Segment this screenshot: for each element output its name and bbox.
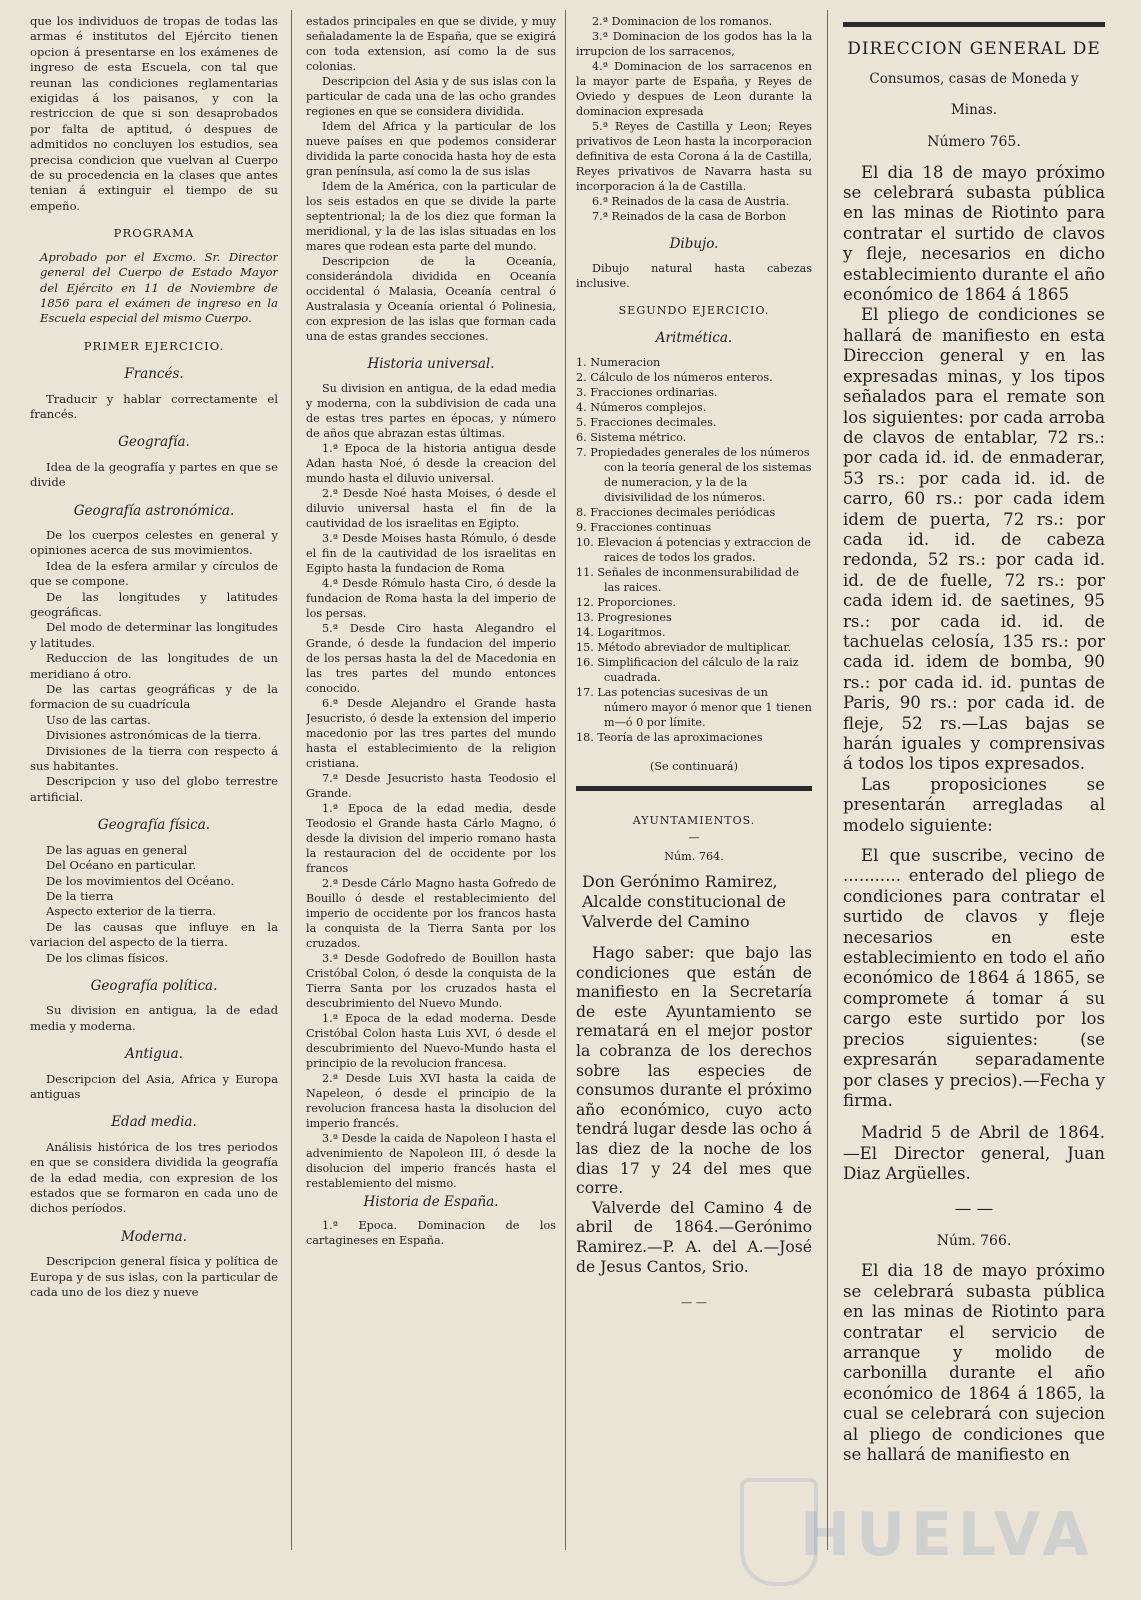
segundo-ejercicio-heading: SEGUNDO EJERCICIO. <box>618 304 770 317</box>
intro-paragraph: que los individuos de tropas de todas las armas é institutos del Ejército tienen opcion á presentarse en los exámenes de ingreso de esta Escuela, con tal que reunan las condiciones reglamentarias exigidas á los paisanos, y con la restriccion de que si son desaprobados por falta de aptitud, ó despues de admitidos no concluyen los estudios, sea precisa condicion que vuelvan al Cuerpo de su procedencia en la clases que antes tenian á extinguir el tiempo de su empeño. <box>30 14 278 213</box>
list-item: De los cuerpos celestes en general y opiniones acerca de sus movimientos. <box>30 527 278 558</box>
list-item: Descripcion y uso del globo terrestre artificial. <box>30 774 278 804</box>
num-765: Número 765. <box>927 134 1021 151</box>
paragraph: Las proposiciones se presentarán arregladas al modelo siguiente: <box>843 774 1105 835</box>
list-item: 2.ª Desde Luis XVI hasta la caida de Napeleon, ó desde el principio de la revolucion francesa hasta la disolucion del imperio francés. <box>306 1072 556 1130</box>
list-item: De las cartas geográficas y de la formacion de su cuadrícula <box>30 682 278 712</box>
list-item: 18. Teoría de las aproximaciones <box>576 731 763 744</box>
list-item: 8. Fracciones decimales periódicas <box>576 506 776 519</box>
list-item: 1.ª Epoca. Dominacion de los cartagineses en España. <box>306 1219 556 1247</box>
hago-saber-text: Hago saber: que bajo las condiciones que están de manifiesto en la Secretaría de este Ayuntamiento se rematará en el mejor postor la cobranza de los derechos sobre las especies de consumos durante el próximo año económico, cuyo acto tendrá lugar desde las ocho á las diez de la noche de los dias 17 y 24 del mes que corre. <box>576 944 812 1198</box>
list-item: De las aguas en general <box>46 842 188 857</box>
list-item: 5.ª Desde Ciro hasta Alegandro el Grande, ó desde la fundacion del imperio de los persas hasta la del de Macedonia en las tres partes del mundo entonces conocido. <box>306 622 556 695</box>
list-item: De la tierra <box>46 888 114 903</box>
politica-text: Su division en antigua, la de edad media y moderna. <box>30 1003 278 1033</box>
programa-intro: Aprobado por el Excmo. Sr. Director general del Cuerpo de Estado Mayor del Ejército en 11 de Noviembre de 1856 para el exámen de ingreso en la Escuela especial del mismo Cuerpo. <box>40 249 278 326</box>
column-rule <box>565 10 566 1550</box>
list-item: 1. Numeracion <box>576 356 661 369</box>
paragraph: Descripcion del Asia y de sus islas con la particular de cada una de las ocho grandes regiones en que se considera dividida. <box>306 75 556 118</box>
list-item: 7.ª Desde Jesucristo hasta Teodosio el Grande. <box>306 772 556 800</box>
list-item: 1.ª Epoca de la edad media, desde Teodosio el Grande hasta Cárlo Magno, ó desde la division del imperio romano hasta la restauracion del de occidente por los francos <box>306 802 556 875</box>
dibujo-heading: Dibujo. <box>669 236 719 252</box>
list-item: De los climas físicos. <box>46 950 169 965</box>
historia-universal-heading: Historia universal. <box>367 356 495 372</box>
list-item: Idea de la esfera armilar y círculos de que se compone. <box>30 558 278 589</box>
moderna-text: Descripcion general física y política de Europa y de sus islas, con la particular de cada uno de los diez y nueve <box>30 1254 278 1300</box>
historia-intro: Su division en antigua, de la edad media y moderna, con la subdivision de cada una de estas tres partes en épocas, y número de años que abrazan estas últimas. <box>306 382 556 440</box>
astro-list <box>30 528 278 805</box>
list-item: 1.ª Epoca de la historia antigua desde Adan hasta Noé, ó desde la creacion del mundo hasta el diluvio universal. <box>306 442 556 485</box>
frances-text: Traducir y hablar correctamente el francés. <box>30 391 278 421</box>
espana-list <box>576 14 812 224</box>
list-item: Divisiones de la tierra con respecto á sus habitantes. <box>30 743 278 774</box>
list-item: 2.ª Desde Cárlo Magno hasta Gofredo de Bouillo ó desde el restablecimiento del imperio de occidente por los francos hasta la conquista de la Tierra Santa por los cruzados. <box>306 877 556 950</box>
list-item: 15. Método abreviador de multiplicar. <box>576 641 792 654</box>
list-item: 4.ª Dominacion de los sarracenos en la mayor parte de España, y Reyes de Oviedo y despues de Leon durante la dominacion expresada <box>576 60 812 118</box>
end-dash: — — <box>681 1296 707 1310</box>
ayuntamientos-heading: AYUNTAMIENTOS. <box>632 814 756 827</box>
list-item: 9. Fracciones continuas <box>576 521 712 534</box>
num-764: Núm. 764. <box>664 850 724 863</box>
aritmetica-list <box>576 355 812 745</box>
paragraph: El que suscribe, vecino de ........... enterado del pliego de condiciones para contratar el surtido de clavos y fleje necesarios en este establecimiento en todo el año económico de 1864 á 1865, se compromete á tomar á su cargo este surtido por los precios siguientes: (se expresarán separadamente por clases y precios).—Fecha y firma. <box>843 846 1105 1110</box>
direccion-title: DIRECCION GENERAL DE <box>847 39 1101 59</box>
list-item: Reduccion de las longitudes de un meridiano á otro. <box>30 651 278 681</box>
astro-heading: Geografía astronómica. <box>73 502 235 519</box>
direccion-subtitle-2: Minas. <box>950 101 998 118</box>
column-4 <box>843 22 1105 1465</box>
list-item: 3.ª Desde Moises hasta Rómulo, ó desde el fin de la cautividad de los israelitas en Egipto hasta la fundacion de Roma <box>306 532 556 575</box>
list-item: 3.ª Dominacion de los godos has la la irrupcion de los sarracenos, <box>576 30 812 58</box>
fisica-list <box>30 843 278 966</box>
geografia-text: Idea de la geografía y partes en que se divide <box>30 459 278 490</box>
huelva-watermark: HUELVA <box>800 1500 1095 1570</box>
list-item: 3.ª Desde Godofredo de Bouillon hasta Cristóbal Colon, ó desde la conquista de la Tierra Santa por los cruzados hasta el descubrimiento del Nuevo Mundo. <box>306 952 556 1010</box>
paragraph: Idem de la América, con la particular de los seis estados en que se divide la parte septentrional; la de los diez que forman la meridional, y la de las islas situadas en los mares que rodean esta parte del mundo. <box>306 180 556 253</box>
primer-ejercicio-heading: PRIMER EJERCICIO. <box>83 338 225 353</box>
antigua-text: Descripcion del Asia, Africa y Europa antiguas <box>30 1071 278 1101</box>
fisica-heading: Geografía física. <box>97 817 211 834</box>
paragraph: El dia 18 de mayo próximo se celebrará subasta pública en las minas de Riotinto para contratar el servicio de arranque y molido de carbonilla durante el año económico de 1864 á 1865, la cual se celebrará con sujecion al pliego de condiciones que se hallará de manifiesto en <box>843 1261 1105 1464</box>
list-item: 11. Señales de inconmensurabilidad de las raices. <box>576 566 799 594</box>
list-item: 6.ª Desde Alejandro el Grande hasta Jesucristo, ó desde la extension del imperio macedonio por las tres partes del mundo hasta el establecimiento de la religion cristiana. <box>306 697 556 770</box>
paragraph: El dia 18 de mayo próximo se celebrará subasta pública en las minas de Riotinto para contratar el surtido de clavos y fleje, necesarios en dicho establecimiento durante el año económico de 1864 á 1865 <box>843 162 1105 305</box>
politica-heading: Geografía política. <box>90 977 218 994</box>
paragraph: Descripcion de la Oceanía, considerándola dividida en Oceanía occidental ó Malasia, Oceanía central ó Australasia y Oceanía oriental ó Polinesia, con expresion de las islas que forman cada una de estas grandes secciones. <box>306 255 556 343</box>
list-item: 6.ª Reinados de la casa de Austria. <box>592 195 790 208</box>
historia-espana-heading: Historia de España. <box>363 1194 499 1210</box>
notice-764 <box>576 872 812 1277</box>
epocas-list <box>306 441 556 1191</box>
edad-media-text: Análisis histórica de los tres periodos en que se considera dividida la geografía de la edad media, con expresion de los estados que se formaron en cada uno de dichos períodos. <box>30 1139 278 1216</box>
firma-text: Valverde del Camino 4 de abril de 1864.—Gerónimo Ramirez.—P. A. del A.—José de Jesus Cantos, Srio. <box>576 1198 812 1276</box>
dash: — <box>688 831 700 844</box>
paragraph: Madrid 5 de Abril de 1864. —El Director general, Juan Diaz Argüelles. <box>843 1123 1105 1184</box>
list-item: 5. Fracciones decimales. <box>576 416 717 429</box>
frances-heading: Francés. <box>124 366 184 383</box>
top-rule <box>843 22 1105 27</box>
list-item: 2. Cálculo de los números enteros. <box>576 371 773 384</box>
list-item: De las longitudes y latitudes geográficas. <box>30 589 278 619</box>
column-rule <box>291 10 292 1550</box>
antigua-heading: Antigua. <box>125 1046 183 1063</box>
list-item: 2.ª Desde Noé hasta Moises, ó desde el diluvio universal hasta el fin de la cautividad de los israelitas en Egipto. <box>306 487 556 530</box>
paragraph: El pliego de condiciones se hallará de manifiesto en esta Direccion general y en las expresadas minas, y los tipos señalados para el remate son los siguientes: por cada arroba de clavos de entablar, 72 rs.: por cada id. id. de enmaderar, 53 rs.: por cada id. id. de carro, 60 rs.: por cada idem idem de puerta, 72 rs.: por cada id. id. de cabeza redonda, 52 rs.: por cada id. id. de de fuelle, 72 rs.: por cada idem id. de saetines, 95 rs.: por cada id. id. de tachuelas celosía, 135 rs.: por cada id. idem de bomba, 90 rs.: por cada id. id. puntas de Paris, 90 rs.: por cada id. de fleje, 52 rs.—Las bajas se harán iguales y comprensivas á todos los tipos expresados. <box>843 305 1105 774</box>
column-2 <box>306 14 556 1248</box>
list-item: 6. Sistema métrico. <box>576 431 687 444</box>
alcalde-title: Don Gerónimo Ramirez, Alcalde constitucional de Valverde del Camino <box>582 872 786 931</box>
section-divider <box>576 786 812 791</box>
list-item: Del Océano en particular. <box>46 858 197 873</box>
list-item: 4.ª Desde Rómulo hasta Ciro, ó desde la fundacion de Roma hasta la del imperio de los persas. <box>306 577 556 620</box>
list-item: 5.ª Reyes de Castilla y Leon; Reyes privativos de Leon hasta la incorporacion definitiva de esta Corona á la de Castilla, Reyes privativos de Navarra hasta su incorporacion á la de Castilla. <box>576 120 812 193</box>
list-item: Aspecto exterior de la tierra. <box>46 904 216 919</box>
list-item: Divisiones astronómicas de la tierra. <box>46 728 262 743</box>
list-item: 3.ª Desde la caida de Napoleon I hasta el advenimiento de Napoleon III, ó desde la disolucion del imperio francés hasta el restablemiento del mismo. <box>306 1132 556 1190</box>
list-item: De los movimientos del Océano. <box>46 873 235 888</box>
column-rule <box>827 10 828 1550</box>
list-item: 12. Proporciones. <box>576 596 676 609</box>
moderna-heading: Moderna. <box>120 1228 188 1245</box>
list-item: 3. Fracciones ordinarias. <box>576 386 718 399</box>
list-item: 2.ª Dominacion de los romanos. <box>592 15 773 28</box>
paragraph: estados principales en que se divide, y muy señaladamente la de España, que se exigirá con toda extension, así como la de sus colonias. <box>306 15 556 73</box>
dibujo-text: Dibujo natural hasta cabezas inclusive. <box>576 262 812 290</box>
programa-heading: PROGRAMA <box>113 226 195 241</box>
column-1 <box>30 14 278 1300</box>
direccion-subtitle: Consumos, casas de Moneda y <box>869 71 1079 88</box>
edad-media-heading: Edad media. <box>111 1114 197 1131</box>
list-item: Del modo de determinar las longitudes y latitudes. <box>30 620 278 650</box>
aritmetica-heading: Aritmética. <box>655 330 733 346</box>
list-item: 13. Progresiones <box>576 611 672 624</box>
list-item: 7. Propiedades generales de los números con la teoría general de los sistemas de numeracion, y la de la divisivilidad de los números. <box>576 446 812 504</box>
list-item: 17. Las potencias sucesivas de un número mayor ó menor que 1 tienen m—ó 0 por límite. <box>576 686 812 729</box>
column-3 <box>576 14 812 1310</box>
list-item: Uso de las cartas. <box>46 712 151 727</box>
list-item: De las causas que influye en la variacion del aspecto de la tierra. <box>30 919 278 950</box>
list-item: 4. Números complejos. <box>576 401 707 414</box>
list-item: 14. Logaritmos. <box>576 626 666 639</box>
list-item: 16. Simplificacion del cálculo de la raiz cuadrada. <box>576 656 799 684</box>
continuara-note: (Se continuará) <box>650 760 738 773</box>
list-item: 10. Elevacion á potencias y extraccion de raices de todos los grados. <box>576 536 812 564</box>
separator: — — <box>954 1198 994 1218</box>
list-item: 7.ª Reinados de la casa de Borbon <box>592 210 787 223</box>
list-item: 1.ª Epoca de la edad moderna. Desde Cristóbal Colon hasta Luis XVI, ó desde el descubrimiento del Nuevo-Mundo hasta el principio de la revolucion francesa. <box>306 1012 556 1070</box>
num-766: Núm. 766. <box>936 1232 1012 1249</box>
paragraph: Idem del Africa y la particular de los nueve países en que podemos considerar dividida la parte conocida hasta hoy de esta gran península, así como la de sus islas <box>306 120 556 178</box>
geografia-heading: Geografía. <box>118 434 190 451</box>
